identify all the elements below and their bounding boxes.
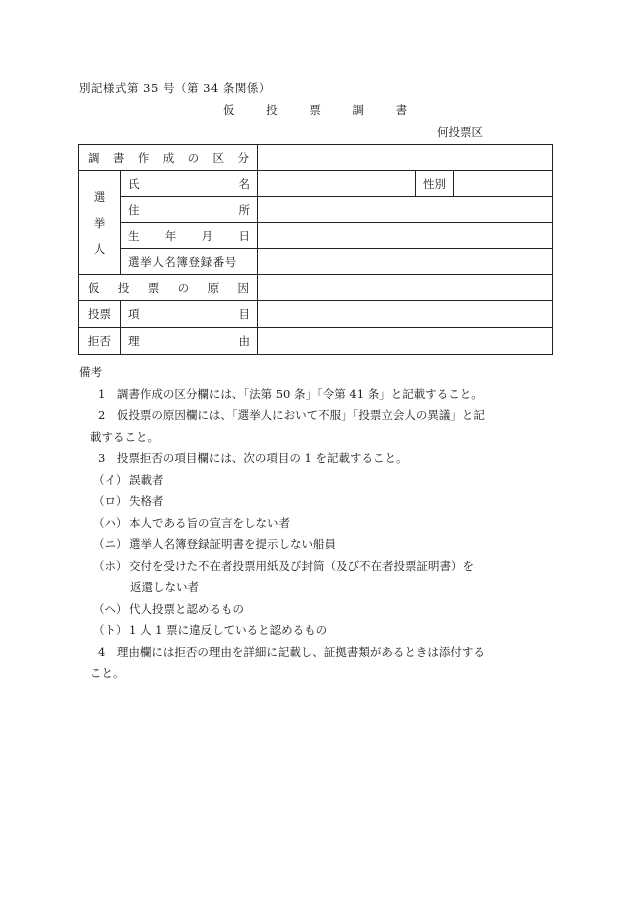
row-report-category xyxy=(79,145,553,171)
form-number-header: 別記様式第 35 号（第 34 条関係） xyxy=(79,81,271,95)
remark-item-3: 3 投票拒否の項目欄には、次の項目の 1 を記載すること。 xyxy=(98,451,408,465)
field-sex[interactable] xyxy=(454,171,553,197)
title-char: 仮 xyxy=(222,103,235,117)
remark-item-4-line2: こと。 xyxy=(90,666,125,680)
label-provisional-reason: 仮 投 票 の 原 因 xyxy=(79,275,258,301)
field-address[interactable] xyxy=(258,197,553,223)
title-char: 票 xyxy=(309,103,321,117)
field-name[interactable] xyxy=(258,171,416,197)
remark-item-2-line1: 2 仮投票の原因欄には、「選挙人において不服」「投票立会人の異議」と記 xyxy=(98,408,485,422)
title-char: 書 xyxy=(395,103,408,117)
field-refusal-item[interactable] xyxy=(258,301,553,328)
provisional-vote-form-table xyxy=(78,144,553,355)
field-refusal-reason[interactable] xyxy=(258,328,553,355)
label-refusal-top: 投票 xyxy=(79,301,121,328)
row-refusal-item xyxy=(79,301,553,328)
label-address: 住 所 xyxy=(121,197,258,223)
row-register-number xyxy=(79,249,553,275)
remark-item-1: 1 調書作成の区分欄には、「法第 50 条」「令第 41 条」と記載すること。 xyxy=(98,386,483,401)
label-name: 氏 名 xyxy=(121,171,258,197)
field-register-number[interactable] xyxy=(258,249,553,275)
polling-district-label: 何投票区 xyxy=(437,125,483,139)
remark-subitem-continuation: 返還しない者 xyxy=(130,580,199,594)
row-address xyxy=(79,197,553,223)
label-refusal-bottom: 拒否 xyxy=(79,328,121,355)
remark-subitem: （ニ） 選挙人名簿登録証明書を提示しない船員 xyxy=(93,537,336,551)
remark-subitem: （ロ） 失格者 xyxy=(93,494,164,508)
remark-subitem: （ハ） 本人である旨の宣言をしない者 xyxy=(93,515,290,530)
remark-item-4-line1: 4 理由欄には拒否の理由を詳細に記載し、証拠書類があるときは添付する xyxy=(98,644,485,659)
field-provisional-reason[interactable] xyxy=(258,275,553,301)
remarks-title: 備考 xyxy=(79,365,102,379)
document-title xyxy=(0,102,630,118)
remark-subitem: （ホ） 交付を受けた不在者投票用紙及び封筒（及び不在者投票証明書）を xyxy=(93,558,474,573)
title-char: 調 xyxy=(352,103,364,117)
label-report-category: 調 書 作 成 の 区 分 xyxy=(79,145,258,171)
label-birthdate: 生 年 月 日 xyxy=(121,223,258,249)
remark-subitem: （イ） 誤載者 xyxy=(93,472,164,487)
row-provisional-reason xyxy=(79,275,553,301)
field-report-category[interactable] xyxy=(258,145,553,171)
row-name xyxy=(79,171,553,197)
remark-subitem: （ト） 1 人 1 票に違反していると認めるもの xyxy=(93,623,328,637)
row-refusal-reason xyxy=(79,328,553,355)
remark-item-2-line2: 載すること。 xyxy=(90,429,159,444)
field-birthdate[interactable] xyxy=(258,223,553,249)
row-birthdate xyxy=(79,223,553,249)
remark-subitem: （ヘ） 代人投票と認めるもの xyxy=(93,601,244,616)
label-register-number: 選挙人名簿登録番号 xyxy=(121,249,258,275)
label-sex: 性別 xyxy=(416,171,454,197)
title-char: 投 xyxy=(266,103,278,117)
label-elector: 選 挙 人 xyxy=(79,171,121,275)
label-item: 項 目 xyxy=(121,301,258,328)
label-reason: 理 由 xyxy=(121,328,258,355)
remarks-section xyxy=(79,362,559,685)
